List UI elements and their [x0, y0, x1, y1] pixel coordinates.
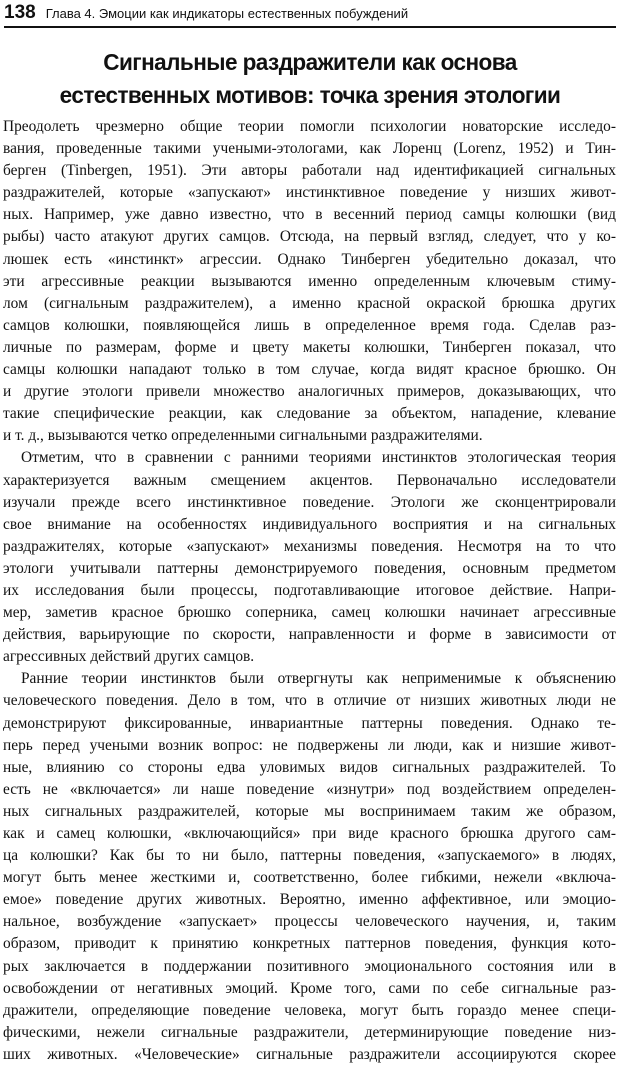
text-line: Ранние теории инстинктов были отвергнуты как неприменимые к объяснению [21, 670, 616, 688]
text-line: личные по размерам, форме и цвету макеты колюшки, Тинберген показал, что [3, 338, 616, 356]
text-line: образом, приводит к принятию конкретных паттернов поведения, функция кото- [3, 935, 616, 953]
text-line: освобождении от негативных эмоций. Кроме того, сами по себе сигнальные раз- [3, 979, 616, 997]
section-title-line: естественных мотивов: точка зрения этологии [59, 82, 561, 108]
text-line: ных. Например, уже давно известно, что в весенний период самцы колюшки (вид [3, 206, 616, 224]
text-line: мер, заметив красное брюшко соперника, самец колюшки начинает агрессивные [3, 604, 616, 622]
text-line: Отметим, что в сравнении с ранними теориями инстинктов этологическая теория [21, 449, 616, 467]
text-line: дражители, определяющие поведение человека, могут быть гораздо менее специ- [3, 1001, 616, 1019]
text-line: фическими, нежели сигнальные раздражители, детерминирующие поведение низ- [3, 1023, 616, 1041]
text-line: этологи учитывали паттерны демонстрируемого поведения, основным предметом [3, 559, 616, 577]
text-line: агрессивных действий других самцов. [3, 648, 255, 666]
paragraph [3, 668, 616, 1066]
text-line: самцов колюшки, появляющейся лишь в определенное время года. Сделав раз- [3, 316, 616, 334]
text-line: есть не «включается» ли наше поведение «изнутри» под воздействием определен- [3, 780, 616, 798]
body-text [3, 116, 616, 1066]
section-title [12, 46, 607, 112]
text-line: лом (сигнальным раздражителем), а именно красной окраской брюшка других [3, 294, 616, 312]
text-line: ших животных. «Человеческие» сигнальные раздражители ассоциируются скорее [3, 1045, 616, 1063]
text-line: ные, влиянию со стороны едва уловимых видов сигнальных раздражителей. То [3, 758, 616, 776]
text-line: их исследования были процессы, подготавливающие итоговое действие. Напри- [3, 581, 616, 599]
text-line: раздражителей, которые «запускают» инстинктивное поведение у низших живот- [3, 184, 616, 202]
text-line: ца колюшки? Как бы то ни было, паттерны поведения, «запускаемого» в людях, [3, 847, 616, 865]
text-line: ных сигнальных раздражителей, которые мы воспринимаем таким же образом, [3, 802, 616, 820]
paragraph [3, 116, 616, 447]
text-line: такие специфические реакции, как следование за объектом, нападение, клевание [3, 405, 616, 423]
text-line: Преодолеть чрезмерно общие теории помогли психологии новаторские исследо- [3, 118, 616, 135]
text-line: люшек есть «инстинкт» агрессии. Однако Тинберген убедительно доказал, что [3, 250, 616, 268]
running-head: Глава 4. Эмоции как индикаторы естественных побуждений [45, 6, 409, 21]
running-header [4, 0, 616, 28]
text-line: могут быть менее жесткими и, соответственно, более гибкими, нежели «включа- [3, 869, 616, 887]
text-line: рыбы) часто атакуют других самцов. Отсюда, на первый взгляд, следует, что у ко- [3, 228, 616, 246]
text-line: самцы колюшки нападают только в том случае, когда видят красное брюшко. Он [3, 361, 616, 379]
text-line: человеческого поведения. Дело в том, что в отличие от низших животных люди не [3, 692, 616, 710]
text-line: вания, проведенные такими учеными-этологами, как Лоренц (Lorenz, 1952) и Тин- [3, 140, 616, 158]
text-line: и другие этологи привели множество аналогичных примеров, доказывающих, что [3, 383, 616, 401]
text-line: и т. д., вызываются четко определенными сигнальными раздражителями. [3, 427, 483, 445]
text-line: нальное, возбуждение «запускает» процессы человеческого научения, и, таким [3, 913, 616, 931]
text-line: рых заключается в поддержании позитивного эмоционального состояния или в [3, 957, 616, 975]
text-line: раздражителях, которые «запускают» механизмы поведения. Несмотря на то что [3, 537, 616, 555]
section-title-line: Сигнальные раздражители как основа [103, 49, 517, 75]
text-line: демонстрируют фиксированные, инвариантные паттерны поведения. Однако те- [3, 714, 616, 732]
text-line: перь перед учеными возник вопрос: не подвержены ли люди, как и низшие живот- [3, 736, 616, 754]
text-line: как и самец колюшки, «включающийся» при виде красного брюшка другого сам- [3, 825, 616, 842]
text-line: емое» поведение других животных. Вероятно, именно аффективное, или эмоцио- [3, 891, 616, 909]
text-line: свое внимание на особенностях индивидуального восприятия и на сигнальных [3, 515, 616, 533]
paragraph [3, 447, 616, 668]
text-line: характеризуется важным смещением акцентов. Первоначально исследователи [3, 471, 616, 489]
text-line: эти агрессивные реакции вызываются именно определенным ключевым стиму- [3, 272, 616, 290]
text-line: берген (Tinbergen, 1951). Эти авторы работали над идентификацией сигнальных [3, 162, 616, 180]
page-number: 138 [4, 2, 36, 23]
text-line: действия, варьирующие по скорости, направленности и форме в зависимости от [3, 626, 616, 644]
text-line: изучали прежде всего инстинктивное поведение. Этологи же сконцентрировали [3, 493, 616, 511]
